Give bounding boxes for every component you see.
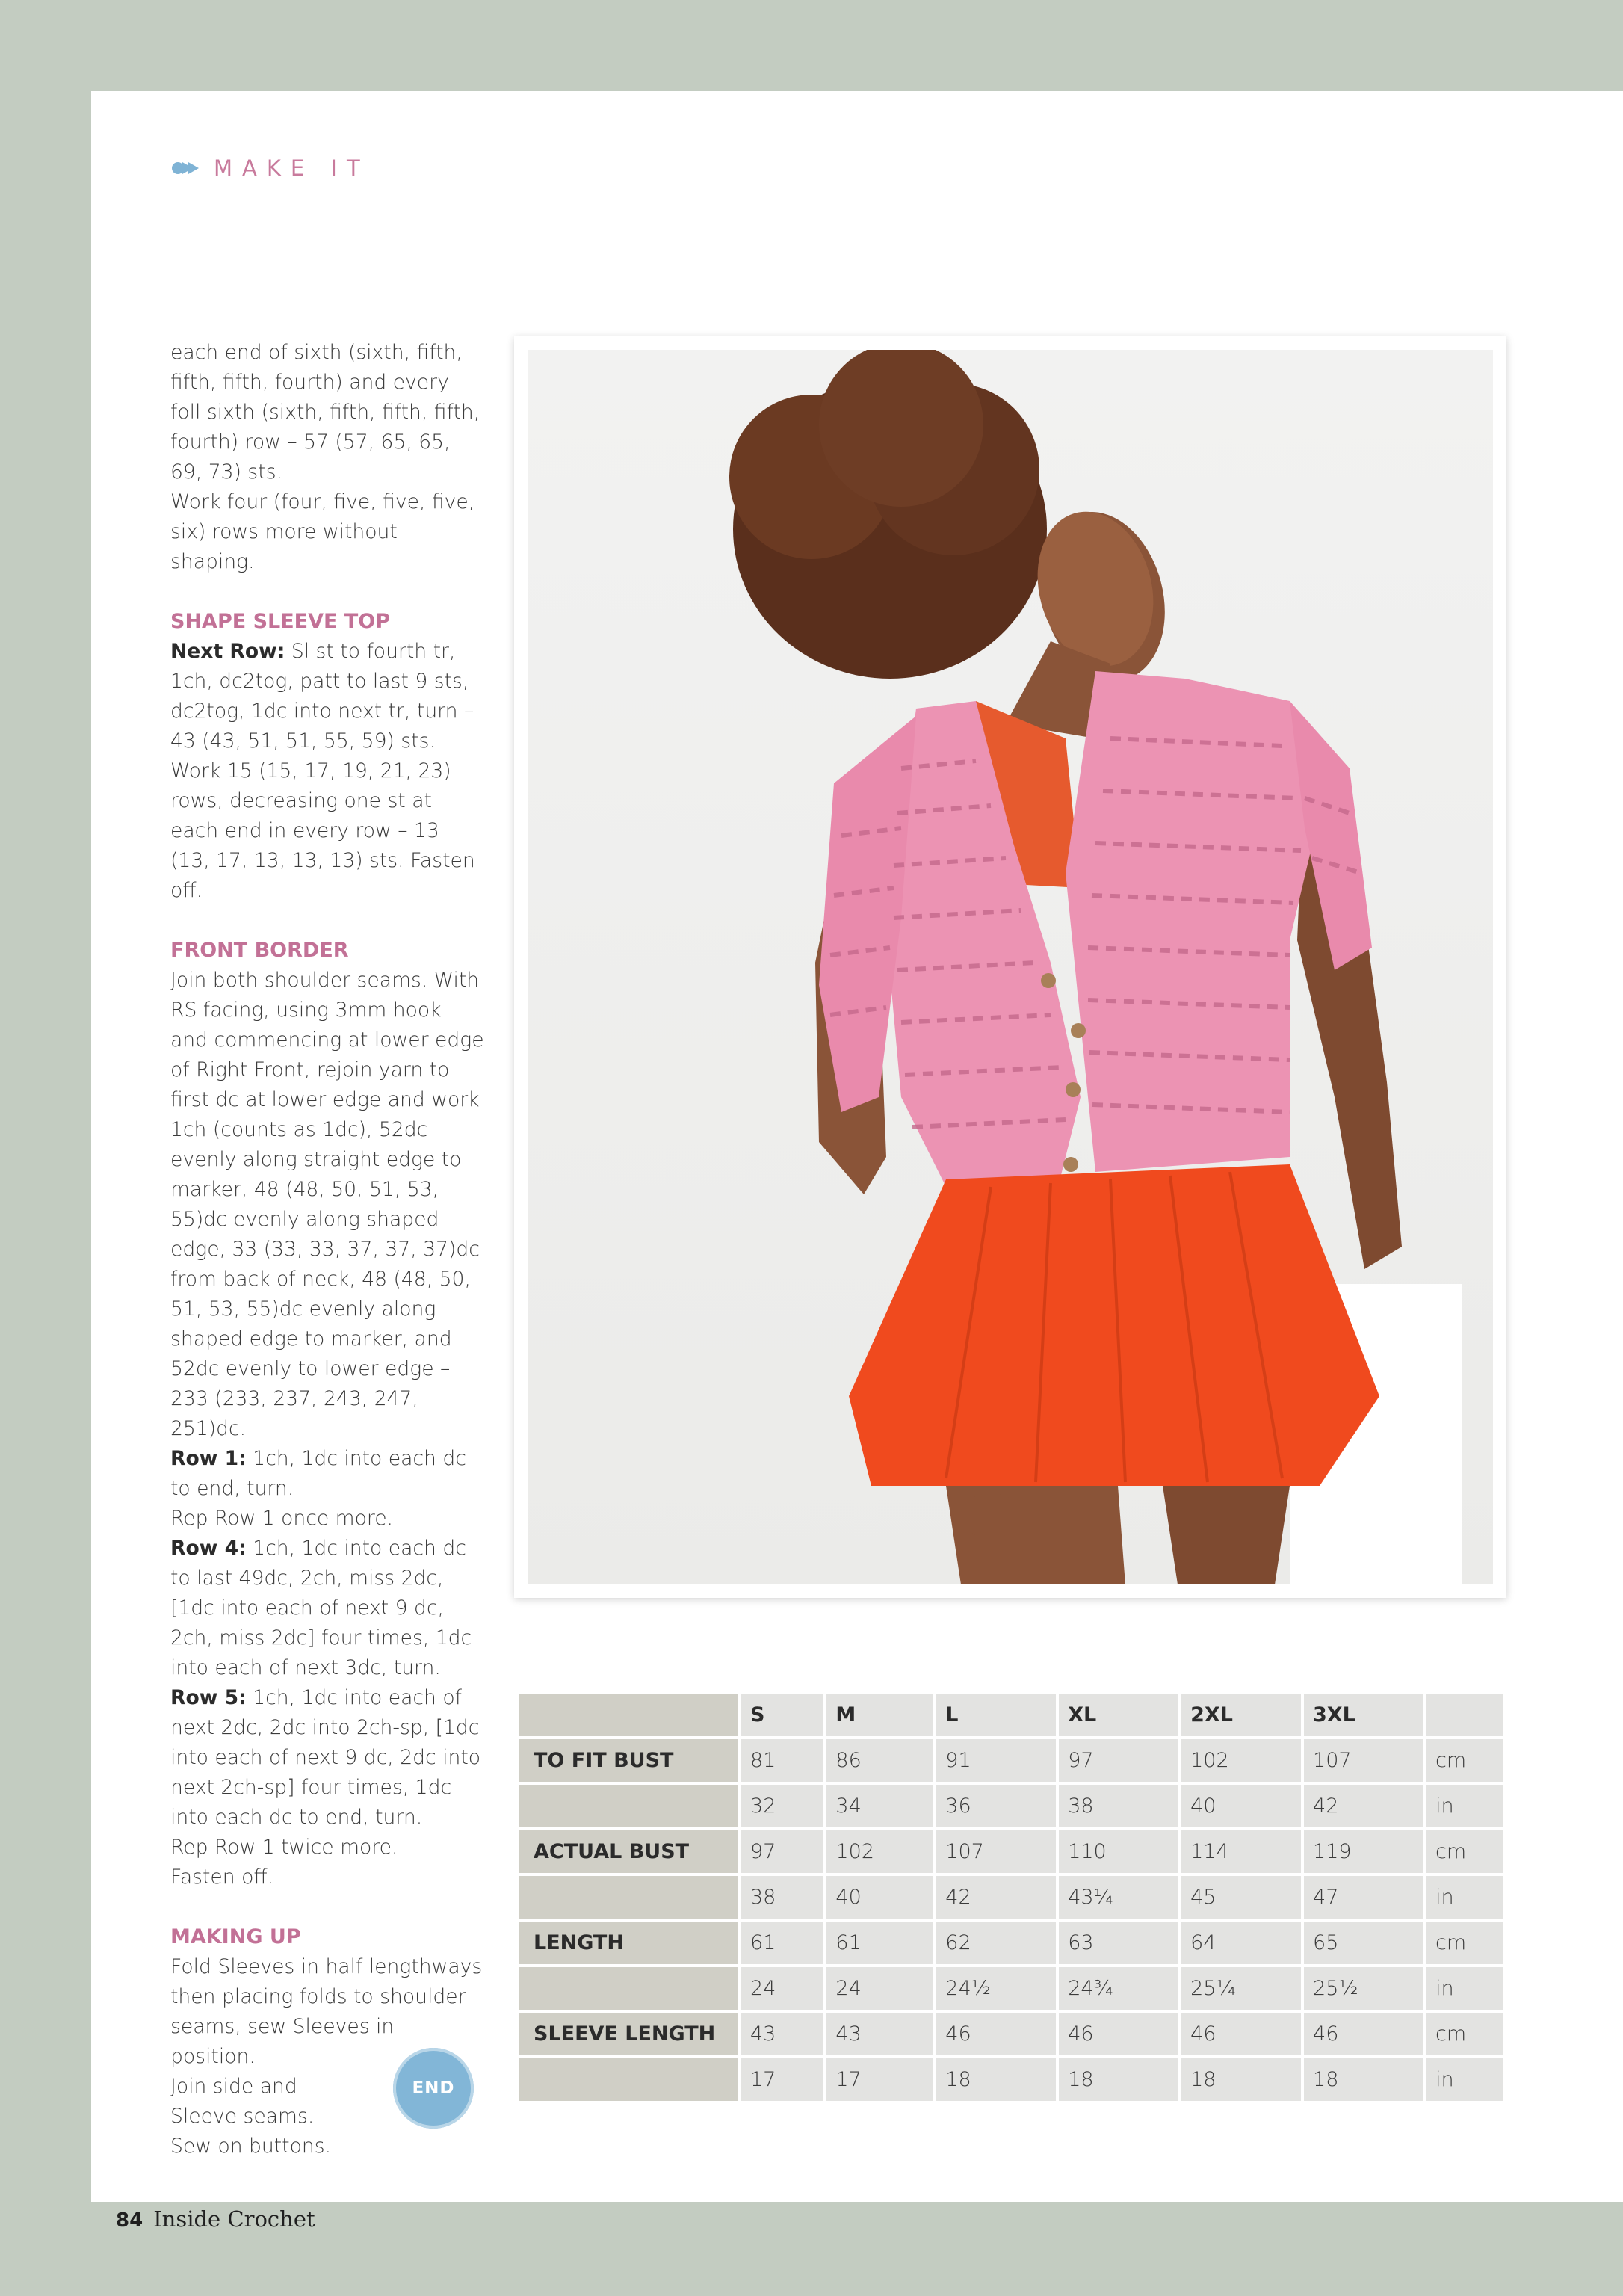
table-cell: 114 (1181, 1830, 1301, 1873)
unit-cell: cm (1426, 1739, 1503, 1782)
table-cell: 32 (741, 1785, 823, 1827)
table-cell: 43 (741, 2013, 823, 2055)
table-cell: 97 (741, 1830, 823, 1873)
table-corner-cell (519, 1694, 738, 1736)
table-cell: 102 (1181, 1739, 1301, 1782)
table-cell: 64 (1181, 1922, 1301, 1964)
page-footer (116, 2206, 315, 2232)
table-cell: 42 (936, 1876, 1056, 1919)
table-cell: 65 (1304, 1922, 1423, 1964)
row-label-cell (519, 2058, 738, 2101)
table-row (519, 1876, 1503, 1919)
photo-illustration (528, 350, 1493, 1584)
row-label: Row 4: (170, 1537, 247, 1560)
row-text: 1ch, 1dc into each dc to end, turn. (170, 1447, 466, 1500)
table-cell: 24½ (936, 1967, 1056, 2010)
row-label-cell: SLEEVE LENGTH (519, 2013, 738, 2055)
table-cell: 40 (1181, 1785, 1301, 1827)
table-cell: 107 (1304, 1739, 1423, 1782)
table-cell: 42 (1304, 1785, 1423, 1827)
size-table (516, 1691, 1506, 2104)
table-cell: 62 (936, 1922, 1056, 1964)
table-cell: 46 (1181, 2013, 1301, 2055)
section-header (170, 155, 370, 181)
paragraph (170, 1534, 484, 1683)
unit-cell: in (1426, 1876, 1503, 1919)
row-label-cell: TO FIT BUST (519, 1739, 738, 1782)
table-header-cell: S (741, 1694, 823, 1736)
table-header-cell: M (826, 1694, 933, 1736)
table-cell: 38 (1059, 1785, 1178, 1827)
row-label-cell: ACTUAL BUST (519, 1830, 738, 1873)
page-number: 84 (116, 2209, 143, 2232)
table-cell: 24 (741, 1967, 823, 2010)
row-label-cell (519, 1785, 738, 1827)
magazine-name: Inside Crochet (153, 2206, 315, 2232)
table-header-cell: 2XL (1181, 1694, 1301, 1736)
end-badge: END (393, 2048, 474, 2129)
table-cell: 107 (936, 1830, 1056, 1873)
table-cell: 24¾ (1059, 1967, 1178, 2010)
unit-cell: cm (1426, 2013, 1503, 2055)
paragraph: Join both shoulder seams. With RS facing, using 3mm hook and commencing at lower edge of Right Front, rejoin yarn to first dc at lower edge and work 1ch (counts as 1dc), 52dc evenly along straight edge to marker, 48 (48, 50, 51, 53, 55)dc evenly along shaped edge, 33 (33, 33, 37, 37, 37)dc from back of neck, 48 (48, 50, 51, 53, 55)dc evenly along shaped edge to marker, and 52dc evenly to lower edge – 233 (233, 237, 243, 247, 251)dc. (170, 969, 484, 1440)
paragraph: Sew on buttons. (170, 2135, 332, 2158)
table-cell: 18 (936, 2058, 1056, 2101)
paragraph: Sleeve seams. (170, 2105, 315, 2128)
heading-front-border: FRONT BORDER (170, 939, 349, 962)
table-cell: 45 (1181, 1876, 1301, 1919)
table-cell: 17 (826, 2058, 933, 2101)
paragraph: Fasten off. (170, 1866, 274, 1889)
unit-cell: in (1426, 1967, 1503, 2010)
table-cell: 81 (741, 1739, 823, 1782)
paragraph: Rep Row 1 twice more. (170, 1836, 398, 1859)
table-row (519, 1922, 1503, 1964)
paragraph: Fold Sleeves in half lengthways then placing folds to shoulder seams, sew Sleeves in position. (170, 1955, 483, 2068)
table-header-cell: L (936, 1694, 1056, 1736)
table-cell: 18 (1304, 2058, 1423, 2101)
section-label: MAKE IT (214, 155, 370, 181)
row-label: Next Row: (170, 640, 285, 663)
paragraph: Work 15 (15, 17, 19, 21, 23) rows, decreasing one st at each end in every row – 13 (13, 17, 13, 13, 13) sts. Fasten off. (170, 759, 475, 902)
unit-cell: in (1426, 2058, 1503, 2101)
heading-shape-sleeve-top: SHAPE SLEEVE TOP (170, 610, 391, 633)
row-label-cell: LENGTH (519, 1922, 738, 1964)
table-cell: 25½ (1304, 1967, 1423, 2010)
table-cell: 119 (1304, 1830, 1423, 1873)
table-cell: 46 (1059, 2013, 1178, 2055)
model-photo (514, 336, 1506, 1598)
table-cell: 97 (1059, 1739, 1178, 1782)
unit-cell: in (1426, 1785, 1503, 1827)
table-cell: 34 (826, 1785, 933, 1827)
paragraph: Rep Row 1 once more. (170, 1507, 394, 1530)
paragraph: Work four (four, five, five, five, six) rows more without shaping. (170, 490, 475, 573)
table-row (519, 1739, 1503, 1782)
table-cell: 43¼ (1059, 1876, 1178, 1919)
table-cell: 91 (936, 1739, 1056, 1782)
row-text: Sl st to fourth tr, 1ch, dc2tog, patt to last 9 sts, dc2tog, 1dc into next tr, turn – 43 (43, 51, 51, 55, 59) sts. (170, 640, 474, 753)
row-label: Row 5: (170, 1686, 247, 1709)
table-header-row (519, 1694, 1503, 1736)
table-cell: 47 (1304, 1876, 1423, 1919)
paragraph: Join side and (170, 2075, 297, 2098)
table-cell: 86 (826, 1739, 933, 1782)
table-cell: 61 (741, 1922, 823, 1964)
table-row (519, 1785, 1503, 1827)
table-cell: 25¼ (1181, 1967, 1301, 2010)
table-row (519, 2013, 1503, 2055)
table-cell: 43 (826, 2013, 933, 2055)
heading-making-up: MAKING UP (170, 1925, 301, 1948)
row-label-cell (519, 1967, 738, 2010)
table-cell: 36 (936, 1785, 1056, 1827)
table-header-cell: 3XL (1304, 1694, 1423, 1736)
pattern-text-column (170, 338, 484, 2161)
table-row (519, 2058, 1503, 2101)
paragraph (170, 637, 484, 756)
row-label: Row 1: (170, 1447, 247, 1470)
table-row (519, 1830, 1503, 1873)
table-cell: 24 (826, 1967, 933, 2010)
arrow-bullet-icon (170, 160, 200, 176)
table-cell: 46 (936, 2013, 1056, 2055)
paragraph (170, 1444, 484, 1504)
row-label-cell (519, 1876, 738, 1919)
table-cell: 61 (826, 1922, 933, 1964)
row-text: 1ch, 1dc into each of next 2dc, 2dc into 2ch-sp, [1dc into each of next 9 dc, 2dc into next 2ch-sp] four times, 1dc into each dc to end, turn. (170, 1686, 481, 1829)
paragraph: each end of sixth (sixth, fifth, fifth, fifth, fourth) and every foll sixth (sixth, fifth, fifth, fifth, fourth) row – 57 (57, 65, 65, 69, 73) sts. (170, 341, 480, 484)
unit-cell: cm (1426, 1830, 1503, 1873)
table-cell: 17 (741, 2058, 823, 2101)
table-cell: 40 (826, 1876, 933, 1919)
paragraph (170, 1683, 484, 1833)
table-cell: 38 (741, 1876, 823, 1919)
row-text: 1ch, 1dc into each dc to last 49dc, 2ch, miss 2dc, [1dc into each of next 9 dc, 2ch, miss 2dc] four times, 1dc into each of next 3dc, turn. (170, 1537, 472, 1679)
table-cell: 63 (1059, 1922, 1178, 1964)
table-cell: 46 (1304, 2013, 1423, 2055)
table-cell: 18 (1181, 2058, 1301, 2101)
table-cell: 102 (826, 1830, 933, 1873)
table-row (519, 1967, 1503, 2010)
table-unit-header-cell (1426, 1694, 1503, 1736)
table-cell: 18 (1059, 2058, 1178, 2101)
table-header-cell: XL (1059, 1694, 1178, 1736)
table-cell: 110 (1059, 1830, 1178, 1873)
unit-cell: cm (1426, 1922, 1503, 1964)
